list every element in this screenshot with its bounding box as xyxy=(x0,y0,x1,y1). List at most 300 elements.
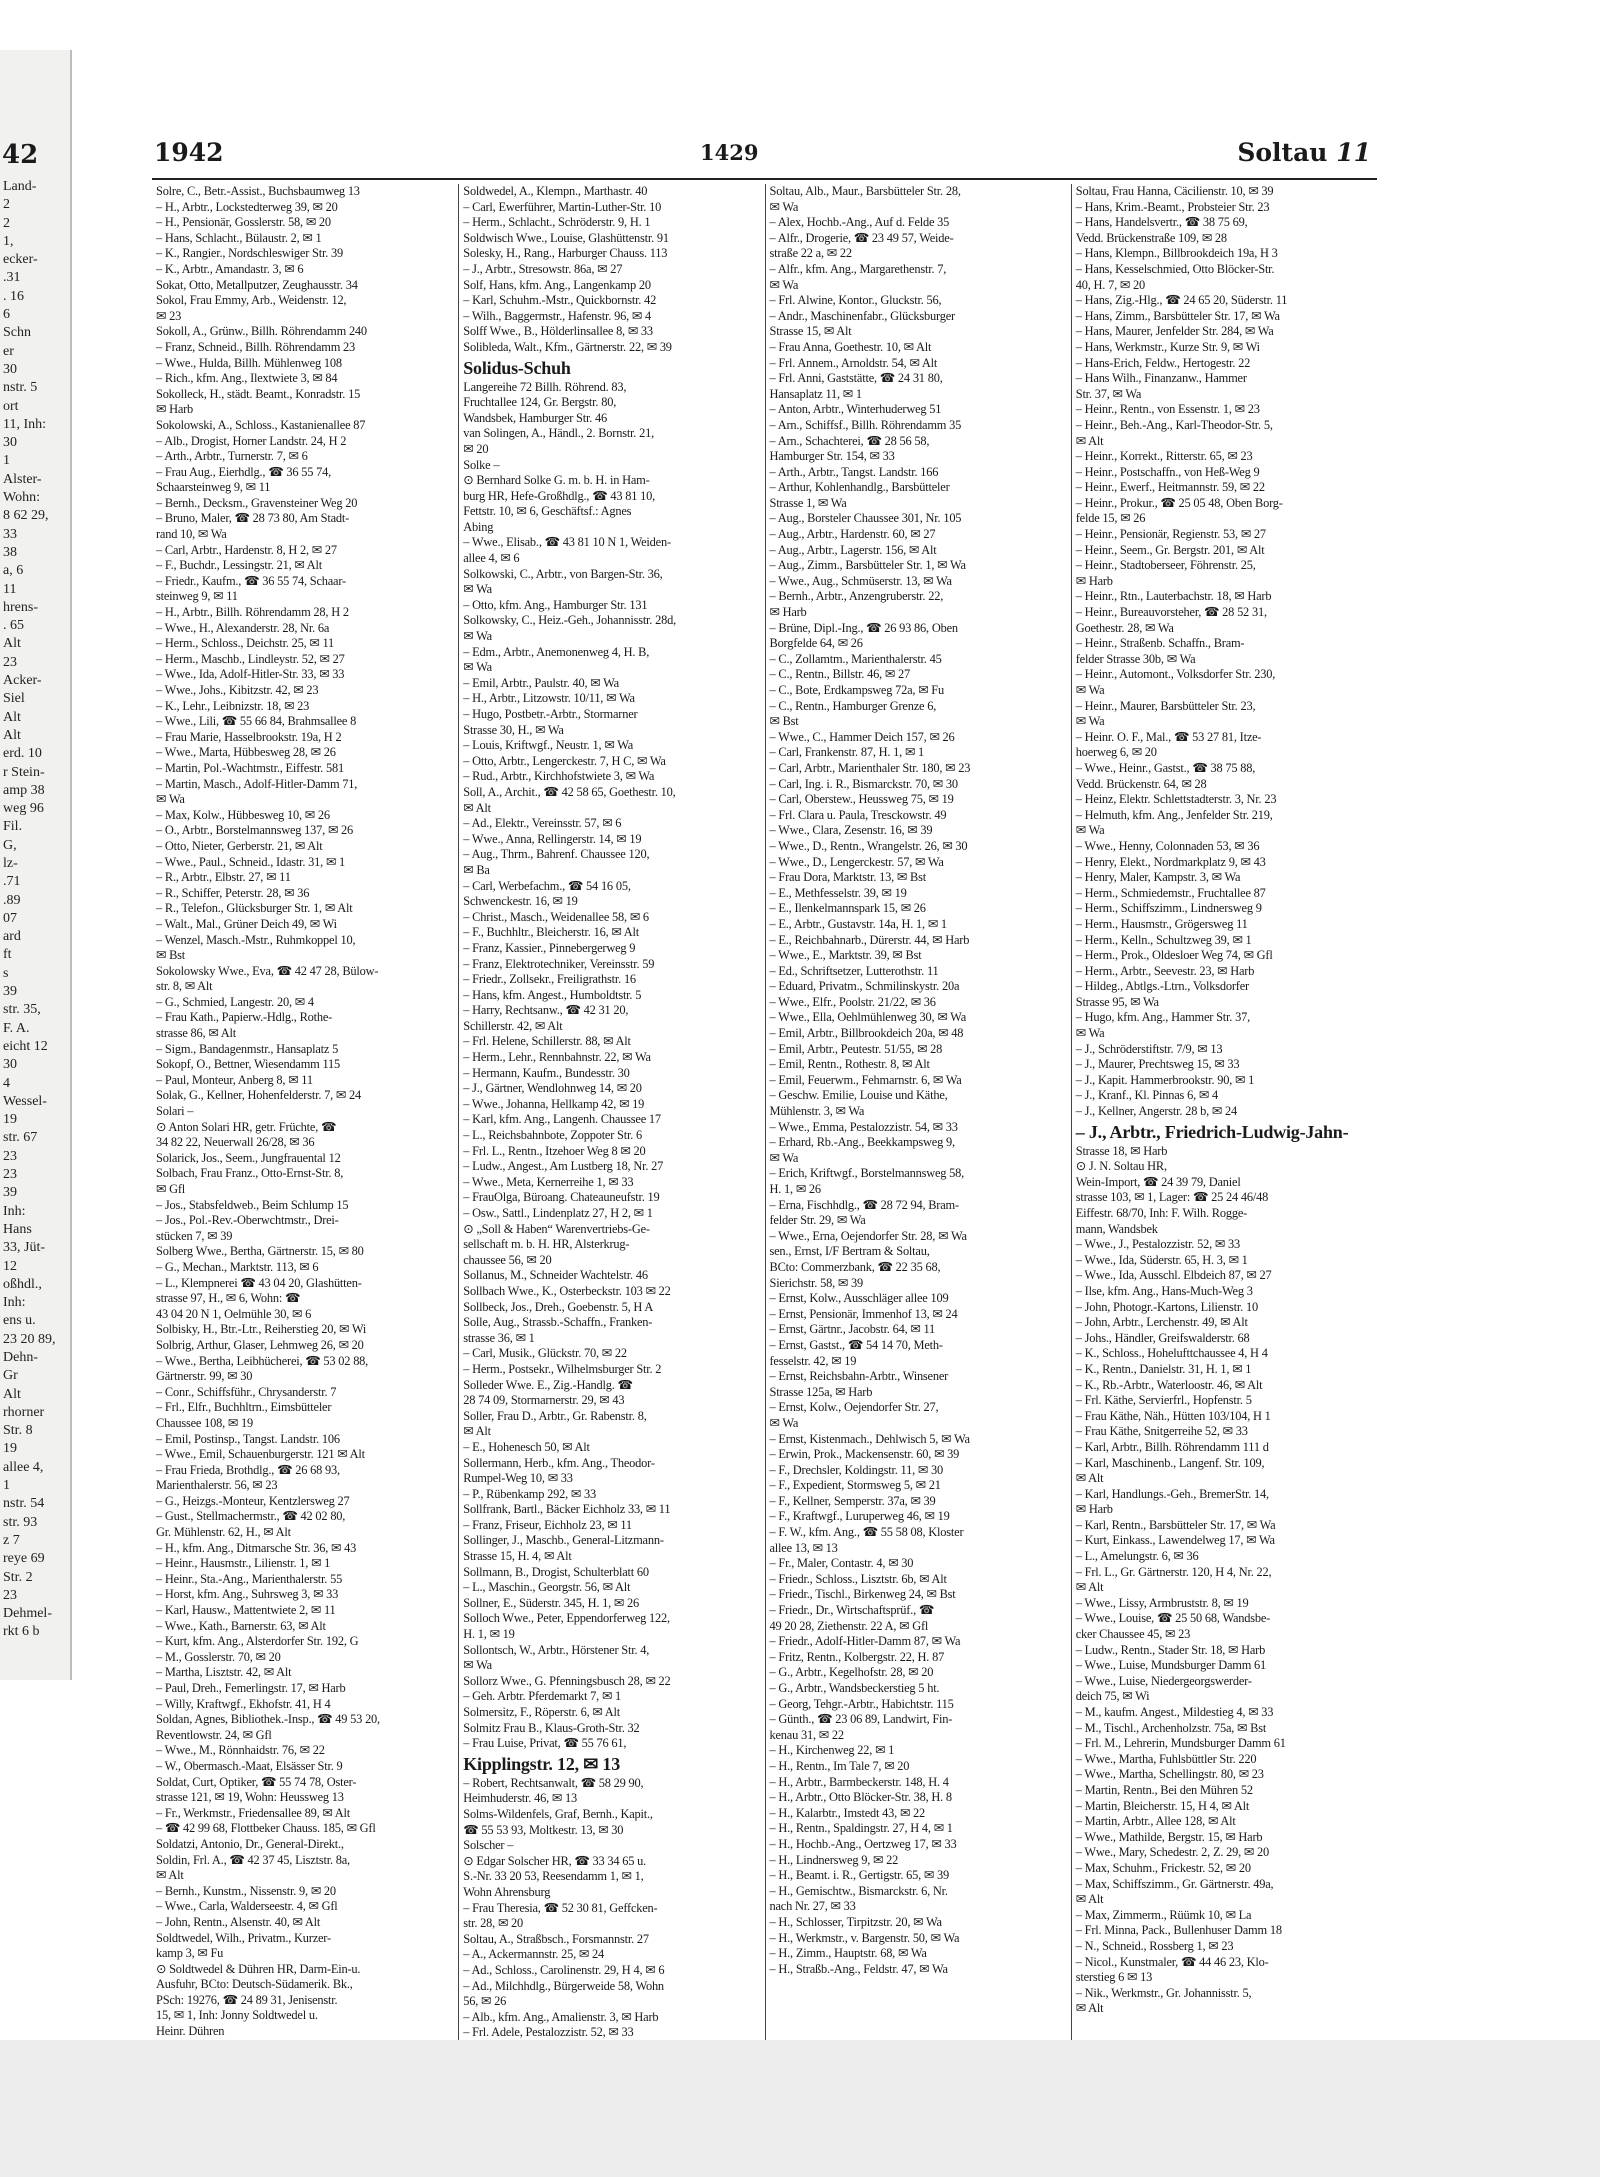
directory-entry-line: ✉ Wa xyxy=(1075,823,1105,838)
directory-entry-line: – J., Kapit. Hammerbrookstr. 90, ✉ 1 xyxy=(1075,1072,1255,1087)
directory-entry-line: – Frl. Anni, Gaststätte, ☎ 24 31 80, xyxy=(769,371,943,386)
previous-page-line: 39 xyxy=(3,984,17,1000)
directory-entry-line: felder Str. 29, ✉ Wa xyxy=(769,1213,866,1228)
directory-entry-line: Soltau, Frau Hanna, Cäcilienstr. 10, ✉ 39 xyxy=(1075,184,1274,198)
directory-entry-line: – Frau Marie, Hasselbrookstr. 19a, H 2 xyxy=(156,729,342,744)
directory-entry-line: ✉ Alt xyxy=(1075,1892,1104,1907)
directory-entry-line: – Arn., Schachterei, ☎ 28 56 58, xyxy=(769,433,930,448)
directory-entry-line: Abing xyxy=(463,519,494,534)
previous-page-line: Inh: xyxy=(3,1203,26,1219)
directory-entry-line: – Hermann, Kaufm., Bundesstr. 30 xyxy=(463,1065,630,1080)
previous-page-line: a, 6 xyxy=(3,563,24,579)
directory-entry-line: – E., Hohenesch 50, ✉ Alt xyxy=(463,1439,590,1454)
directory-entry-line: – R., Schiffer, Peterstr. 28, ✉ 36 xyxy=(156,885,310,900)
directory-entry-line: ✉ Harb xyxy=(1075,1502,1113,1517)
directory-entry-line: – Friedr., Kaufm., ☎ 36 55 74, Schaar- xyxy=(156,573,346,588)
directory-entry-line: Eiffestr. 68/70, Inh: F. Wilh. Rogge- xyxy=(1075,1206,1248,1220)
directory-entry-line: – Emil, Feuerwm., Fehmarnstr. 6, ✉ Wa xyxy=(769,1072,962,1087)
directory-entry-line: Gärtnerstr. 99, ✉ 30 xyxy=(156,1369,253,1384)
directory-entry-line: – G., Heizgs.-Monteur, Kentzlersweg 27 xyxy=(156,1493,350,1508)
directory-entry-line: – Bruno, Maler, ☎ 28 73 80, Am Stadt- xyxy=(156,511,350,526)
previous-page-line: Wessel- xyxy=(3,1093,47,1109)
directory-entry-line: ✉ Alt xyxy=(1075,433,1104,448)
directory-entry-line: – K., Rentn., Danielstr. 31, H. 1, ✉ 1 xyxy=(1075,1361,1252,1376)
directory-entry-line: Solre, C., Betr.-Assist., Buchsbaumweg 13 xyxy=(156,184,360,198)
directory-entry-line: – Bernh., Decksm., Gravensteiner Weg 20 xyxy=(156,495,358,510)
directory-entry-line: – John, Photogr.-Kartons, Lilienstr. 10 xyxy=(1075,1299,1258,1314)
previous-page-line: Dehmel- xyxy=(3,1606,52,1622)
directory-entry-line: – Ernst, Reichsbahn-Arbtr., Winsener xyxy=(769,1369,949,1384)
directory-entry-line: straße 22 a, ✉ 22 xyxy=(769,246,852,261)
directory-entry-line: ✉ Wa xyxy=(463,660,492,675)
directory-entry-line: – Heinr., Maurer, Barsbütteler Str. 23, xyxy=(1075,698,1256,713)
directory-entry-line: – Wwe., D., Rentn., Wrangelstr. 26, ✉ 30 xyxy=(769,838,968,853)
previous-page-line: 4 xyxy=(3,1075,10,1091)
directory-entry-line: Chaussee 108, ✉ 19 xyxy=(156,1415,253,1430)
directory-entry-line: – Edm., Arbtr., Anemonenweg 4, H. B, xyxy=(463,644,650,659)
directory-entry-line: – F., Kraftwgf., Luruperweg 46, ✉ 19 xyxy=(769,1509,950,1524)
scan-background xyxy=(0,2040,1600,2177)
directory-entry-line: – Carl, Werbefachm., ☎ 54 16 05, xyxy=(463,878,631,893)
directory-entry-line: van Solingen, A., Händl., 2. Bornstr. 21, xyxy=(463,426,654,441)
previous-page-line: Alt xyxy=(3,727,21,743)
directory-entry-line: Sokopf, O., Bettner, Wiesendamm 115 xyxy=(156,1057,341,1072)
directory-entry-line: Soll, A., Archit., ☎ 42 58 65, Goethestr. 10, xyxy=(463,784,676,799)
directory-entry-line: Vedd. Brückenstraße 109, ✉ 28 xyxy=(1075,230,1227,245)
directory-entry-line: Solari – xyxy=(156,1104,194,1119)
previous-page-line: 11 xyxy=(3,581,17,597)
directory-entry-line: – Frl. Minna, Pack., Bullenhuser Damm 18 xyxy=(1075,1923,1282,1938)
entry-columns xyxy=(152,184,1377,2040)
directory-entry-line: – J., Kranf., Kl. Pinnas 6, ✉ 4 xyxy=(1075,1088,1218,1103)
directory-entry-line: – O., Arbtr., Borstelmannsweg 137, ✉ 26 xyxy=(156,823,354,838)
directory-entry-line: ⊙ J. N. Soltau HR, xyxy=(1075,1159,1167,1174)
directory-entry-line: – John, Arbtr., Lerchenstr. 49, ✉ Alt xyxy=(1075,1315,1248,1330)
directory-entry-line: Strasse 95, ✉ Wa xyxy=(1075,994,1159,1009)
directory-entry-line: – Franz, Elektrotechniker, Vereinsstr. 59 xyxy=(463,956,655,971)
previous-page-line: 23 20 89, xyxy=(3,1331,56,1347)
directory-entry-line: – Horst, kfm. Ang., Suhrsweg 3, ✉ 33 xyxy=(156,1587,339,1602)
directory-entry-line: – Wwe., Lili, ☎ 55 66 84, Brahmsallee 8 xyxy=(156,714,357,729)
directory-entry-line: – Ernst, Pensionär, Immenhof 13, ✉ 24 xyxy=(769,1306,958,1321)
directory-entry-line: – Frau Dora, Marktstr. 13, ✉ Bst xyxy=(769,870,926,885)
directory-entry-line: ✉ Gfl xyxy=(156,1182,185,1196)
directory-entry-line: – Friedr., Tischl., Birkenweg 24, ✉ Bst xyxy=(769,1587,956,1602)
directory-entry-line: – K., Schloss., Hohelufttchaussee 4, H 4 xyxy=(1075,1346,1268,1361)
directory-entry-line: – Jos., Stabsfeldweb., Beim Schlump 15 xyxy=(156,1197,349,1212)
directory-entry-line: – Henry, Elekt., Nordmarkplatz 9, ✉ 43 xyxy=(1075,854,1266,869)
directory-entry-line: – Herm., Maschb., Lindleystr. 52, ✉ 27 xyxy=(156,651,345,666)
directory-entry-line: – Hugo, kfm. Ang., Hammer Str. 37, xyxy=(1075,1010,1250,1025)
directory-entry-line: – Hans, Zimm., Barsbütteler Str. 17, ✉ Wa xyxy=(1075,308,1280,323)
previous-page-line: 12 xyxy=(3,1258,17,1274)
directory-entry-line: – K., Lehr., Leibnizstr. 18, ✉ 23 xyxy=(156,698,310,713)
directory-entry-line: – Wwe., Hulda, Billh. Mühlenweg 108 xyxy=(156,355,342,370)
directory-entry-line: – Max, Schiffszimm., Gr. Gärtnerstr. 49a, xyxy=(1075,1876,1274,1891)
directory-entry-line: Solbrig, Arthur, Glaser, Lehmweg 26, ✉ 20 xyxy=(156,1337,364,1352)
directory-entry-line: H. 1, ✉ 26 xyxy=(769,1182,821,1196)
previous-page-line: .89 xyxy=(3,892,21,908)
directory-entry-line: – Wwe., M., Rönnhaidstr. 76, ✉ 22 xyxy=(156,1743,325,1758)
directory-entry-line: – F., Buchdr., Lessingstr. 21, ✉ Alt xyxy=(156,558,323,573)
directory-entry-line: sellschaft m. b. H. HR, Alsterkrug- xyxy=(463,1237,630,1252)
directory-entry-line: chaussee 56, ✉ 20 xyxy=(463,1252,552,1267)
directory-entry-line: – H., Kalarbtr., Imstedt 43, ✉ 22 xyxy=(769,1805,926,1820)
directory-entry-line: – Emil, Postinsp., Tangst. Landstr. 106 xyxy=(156,1431,340,1446)
directory-entry-line: ☎ 55 53 93, Moltkestr. 13, ✉ 30 xyxy=(463,1822,624,1837)
directory-entry-line: ✉ Harb xyxy=(769,605,807,620)
directory-entry-line: – Wwe., Erna, Oejendorfer Str. 28, ✉ Wa xyxy=(769,1228,967,1243)
directory-entry-line: – Wwe., Aug., Schmüserstr. 13, ✉ Wa xyxy=(769,573,952,588)
previous-page-line: allee 4, xyxy=(3,1459,44,1475)
previous-page-line: oßhdl., xyxy=(3,1276,42,1292)
directory-entry-line: – Frau Käthe, Snitgerreihe 52, ✉ 33 xyxy=(1075,1424,1248,1439)
previous-page-line: 23 xyxy=(3,1167,17,1183)
directory-entry-line: Soldin, Frl. A., ☎ 42 37 45, Lisztstr. 8a, xyxy=(156,1852,350,1867)
directory-entry-line: – C., Bote, Erdkampsweg 72a, ✉ Fu xyxy=(769,683,944,697)
directory-entry-line: – Heinr., Straßenb. Schaffn., Bram- xyxy=(1075,636,1245,651)
directory-entry-line: – Ad., Schloss., Carolinenstr. 29, H 4, ✉ 6 xyxy=(463,1962,665,1977)
directory-entry-line: Soldtwedel, Wilh., Privatm., Kurzer- xyxy=(156,1930,331,1945)
directory-entry-line: – Frl. Clara u. Paula, Tresckowstr. 49 xyxy=(769,807,947,822)
directory-entry-line: – H., Straßb.-Ang., Feldstr. 47, ✉ Wa xyxy=(769,1961,948,1976)
directory-entry-line: – Wwe., Henny, Colonnaden 53, ✉ 36 xyxy=(1075,838,1260,853)
directory-entry-line: mann, Wandsbek xyxy=(1075,1221,1158,1236)
directory-entry-line: allee 4, ✉ 6 xyxy=(463,551,520,566)
directory-entry-line: – Wwe., Luise, Mundsburger Damm 61 xyxy=(1075,1658,1267,1673)
directory-entry-line: – R., Arbtr., Elbstr. 27, ✉ 11 xyxy=(156,870,291,885)
previous-page-line: 33 xyxy=(3,526,17,542)
directory-entry-line: – Frl. Käthe, Servierfrl., Hopfenstr. 5 xyxy=(1075,1393,1252,1408)
directory-entry-line: – C., Rentn., Billstr. 46, ✉ 27 xyxy=(769,667,910,682)
directory-entry-line: ✉ Wa xyxy=(156,792,185,807)
directory-entry-line: S.-Nr. 33 20 53, Reesendamm 1, ✉ 1, xyxy=(463,1869,644,1884)
directory-entry-line: – W., Obermasch.-Maat, Elsässer Str. 9 xyxy=(156,1758,343,1773)
directory-entry-line: – L., Reichsbahnbote, Zoppoter Str. 6 xyxy=(463,1128,643,1143)
previous-page-line: Dehn- xyxy=(3,1350,38,1365)
directory-entry-line: str. 8, ✉ Alt xyxy=(156,979,213,994)
directory-entry-line: – Wwe., Louise, ☎ 25 50 68, Wandsbe- xyxy=(1075,1611,1271,1626)
directory-entry-line: allee 13, ✉ 13 xyxy=(769,1540,838,1555)
directory-entry-line: – M., Tischl., Archenholzstr. 75a, ✉ Bst xyxy=(1075,1720,1267,1735)
directory-entry-line: – Wwe., Elisab., ☎ 43 81 10 N 1, Weiden- xyxy=(463,535,671,550)
directory-entry-line: – Frl. Annem., Arnoldstr. 54, ✉ Alt xyxy=(769,355,938,370)
directory-entry-line: – Georg, Tehgr.-Arbtr., Habichtstr. 115 xyxy=(769,1696,954,1711)
directory-entry-line: – Geschw. Emilie, Louise und Käthe, xyxy=(769,1088,948,1103)
directory-entry-line: – Ludw., Rentn., Stader Str. 18, ✉ Harb xyxy=(1075,1642,1266,1657)
directory-entry-line: – L., Maschin., Georgstr. 56, ✉ Alt xyxy=(463,1580,631,1595)
running-head-word: Soltau xyxy=(1237,138,1328,167)
directory-entry-line: – Ernst, Gastst., ☎ 54 14 70, Meth- xyxy=(769,1337,943,1352)
directory-entry-line: – Andr., Maschinenfabr., Glücksburger xyxy=(769,308,955,323)
directory-entry-line: – Wwe., Emma, Pestalozzistr. 54, ✉ 33 xyxy=(769,1119,958,1134)
directory-entry-line: – H., Arbtr., Billh. Röhrendamm 28, H 2 xyxy=(156,605,349,620)
previous-page-line: G, xyxy=(3,837,17,853)
directory-entry-line: – Wwe., Ida, Adolf-Hitler-Str. 33, ✉ 33 xyxy=(156,667,345,682)
directory-entry-line: – Herm., Schloss., Deichstr. 25, ✉ 11 xyxy=(156,636,335,651)
directory-entry-line: – Hans-Erich, Feldw., Hertogestr. 22 xyxy=(1075,355,1251,370)
previous-page-line: Alt xyxy=(3,709,21,725)
directory-entry-line: – Erna, Fischhdlg., ☎ 28 72 94, Bram- xyxy=(769,1197,959,1212)
directory-entry-line: Kipplingstr. 12, ✉ 13 xyxy=(463,1753,621,1774)
directory-entry-line: – Anton, Arbtr., Winterhuderweg 51 xyxy=(769,402,942,417)
directory-entry-line: – Hans, Krim.-Beamt., Probsteier Str. 23 xyxy=(1075,199,1270,214)
directory-entry-line: ✉ Alt xyxy=(1075,1471,1104,1486)
directory-entry-line: 34 82 22, Neuerwall 26/28, ✉ 36 xyxy=(156,1135,315,1150)
directory-entry-line: – Erwin, Prok., Mackensenstr. 60, ✉ 39 xyxy=(769,1447,960,1462)
directory-entry-line: fesselstr. 42, ✉ 19 xyxy=(769,1353,857,1368)
directory-entry-line: – Wwe., Meta, Kernerreihe 1, ✉ 33 xyxy=(463,1174,634,1189)
directory-entry-line: Solkowsky, C., Heiz.-Geh., Johannisstr. 28d, xyxy=(463,613,676,628)
directory-entry-line: – Max, Schuhm., Frickestr. 52, ✉ 20 xyxy=(1075,1860,1251,1875)
directory-entry-line: – Arthur, Kohlenhandlg., Barsbütteler xyxy=(769,480,950,495)
previous-page-line: ft xyxy=(3,947,12,963)
directory-entry-line: – Wwe., Johanna, Hellkamp 42, ✉ 19 xyxy=(463,1096,645,1111)
directory-entry-line: H. 1, ✉ 19 xyxy=(463,1627,515,1642)
directory-entry-line: – Heinr., Beh.-Ang., Karl-Theodor-Str. 5, xyxy=(1075,417,1273,432)
directory-entry-line: – Herm., Schiffszimm., Lindnersweg 9 xyxy=(1075,901,1262,916)
directory-entry-line: Soltau, A., Straßbsch., Forsmannstr. 27 xyxy=(463,1931,649,1946)
directory-entry-line: – Aug., Arbtr., Lagerstr. 156, ✉ Alt xyxy=(769,542,937,557)
previous-page-line: . 16 xyxy=(3,288,24,304)
directory-entry-line: – H., Pensionär, Gosslerstr. 58, ✉ 20 xyxy=(156,215,331,230)
directory-entry-line: Solloch Wwe., Peter, Eppendorferweg 122, xyxy=(463,1611,670,1626)
directory-entry-line: ✉ Wa xyxy=(769,199,799,214)
directory-entry-line: burg HR, Hefe-Großhdlg., ☎ 43 81 10, xyxy=(463,488,656,503)
directory-entry-line: Sokat, Otto, Metallputzer, Zeughausstr. 34 xyxy=(156,277,358,292)
previous-page-line: str. 67 xyxy=(3,1130,38,1146)
directory-entry-line: – Nicol., Kunstmaler, ☎ 44 46 23, Klo- xyxy=(1075,1954,1269,1969)
directory-entry-line: ✉ Harb xyxy=(1075,573,1113,588)
directory-entry-line: – H., Beamt. i. R., Gertigstr. 65, ✉ 39 xyxy=(769,1868,949,1883)
directory-entry-line: ✉ 23 xyxy=(156,308,182,323)
directory-entry-line: – Jos., Pol.-Rev.-Oberwchtmstr., Drei- xyxy=(156,1213,339,1228)
column-2 xyxy=(458,184,764,2041)
directory-entry-line: – FrauOlga, Büroang. Chateauneufstr. 19 xyxy=(463,1190,660,1205)
directory-entry-line: – Brüne, Dipl.-Ing., ☎ 26 93 86, Oben xyxy=(769,620,958,635)
directory-entry-line: Sollbach Wwe., K., Osterbeckstr. 103 ✉ 22 xyxy=(463,1283,671,1298)
directory-entry-line: – Martin, Bleicherstr. 15, H 4, ✉ Alt xyxy=(1075,1798,1250,1813)
directory-entry-line: – Arth., Arbtr., Turnerstr. 7, ✉ 6 xyxy=(156,449,308,464)
directory-entry-line: kenau 31, ✉ 22 xyxy=(769,1727,844,1742)
directory-entry-line: Solak, G., Kellner, Hohenfelderstr. 7, ✉ 24 xyxy=(156,1088,361,1103)
directory-entry-line: – M., Gosslerstr. 70, ✉ 20 xyxy=(156,1649,281,1664)
directory-entry-line: – Carl, Oberstew., Heussweg 75, ✉ 19 xyxy=(769,792,954,807)
directory-entry-line: 28 74 09, Stormarnerstr. 29, ✉ 43 xyxy=(463,1393,625,1408)
directory-entry-line: – J., Gärtner, Wendlohnweg 14, ✉ 20 xyxy=(463,1081,642,1096)
previous-page-line: 07 xyxy=(3,910,17,926)
directory-entry-line: – G., Schmied, Langestr. 20, ✉ 4 xyxy=(156,994,314,1009)
directory-entry-line: ✉ Alt xyxy=(156,1868,184,1883)
previous-page-line: Alster- xyxy=(3,471,42,487)
directory-entry-line: Sollermann, Herb., kfm. Ang., Theodor- xyxy=(463,1455,655,1470)
directory-entry-line: – Fr., Maler, Contastr. 4, ✉ 30 xyxy=(769,1556,914,1571)
previous-page-line: s xyxy=(3,965,9,981)
directory-entry-line: – Wenzel, Masch.-Mstr., Ruhmkoppel 10, xyxy=(156,932,356,947)
directory-entry-line: ⊙ Soldtwedel & Dühren HR, Darm-Ein-u. xyxy=(156,1961,361,1976)
directory-entry-line: – Wwe., Martha, Schellingstr. 80, ✉ 23 xyxy=(1075,1767,1264,1782)
directory-entry-line: – Franz, Kassier., Pinnebergerweg 9 xyxy=(463,940,636,955)
directory-entry-line: ✉ Wa xyxy=(769,1415,799,1430)
previous-page-line: hrens- xyxy=(3,599,38,615)
directory-entry-line: ✉ Wa xyxy=(463,1658,492,1673)
previous-page-line: 30 xyxy=(3,1057,17,1073)
directory-entry-line: deich 75, ✉ Wi xyxy=(1075,1689,1150,1704)
directory-entry-line: stücken 7, ✉ 39 xyxy=(156,1228,233,1243)
directory-entry-line: Solibleda, Walt., Kfm., Gärtnerstr. 22, ✉ 39 xyxy=(463,339,672,354)
directory-entry-line: – H., Rentn., Im Tale 7, ✉ 20 xyxy=(769,1758,910,1773)
directory-entry-line: strasse 36, ✉ 1 xyxy=(463,1330,535,1345)
previous-page-line: amp 38 xyxy=(3,782,45,798)
directory-entry-line: Sollinger, J., Maschb., General-Litzmann- xyxy=(463,1533,664,1548)
directory-entry-line: – N., Schneid., Rossberg 1, ✉ 23 xyxy=(1075,1938,1234,1953)
directory-entry-line: – Frau Aug., Eierhdlg., ☎ 36 55 74, xyxy=(156,464,332,479)
directory-entry-line: ✉ Alt xyxy=(463,1424,491,1439)
directory-entry-line: – Wwe., Johs., Kibitzstr. 42, ✉ 23 xyxy=(156,683,319,697)
previous-page-line: Str. 8 xyxy=(3,1423,33,1439)
directory-entry-line: 49 20 28, Ziethenstr. 22 A, ✉ Gfl xyxy=(769,1618,929,1633)
directory-page xyxy=(152,132,1377,2040)
directory-entry-line: – H., Arbtr., Otto Blöcker-Str. 38, H. 8 xyxy=(769,1790,952,1805)
directory-entry-line: Mühlenstr. 3, ✉ Wa xyxy=(769,1104,865,1119)
directory-entry-line: strasse 86, ✉ Alt xyxy=(156,1026,236,1041)
directory-entry-line: felder Strasse 30b, ✉ Wa xyxy=(1075,651,1196,666)
directory-entry-line: – Friedr., Zollsekr., Freiligrathstr. 16 xyxy=(463,972,636,987)
directory-entry-line: ✉ Alt xyxy=(1075,2001,1104,2016)
directory-entry-line: hoerweg 6, ✉ 20 xyxy=(1075,745,1157,760)
directory-entry-line: strasse 103, ✉ 1, Lager: ☎ 25 24 46/48 xyxy=(1075,1190,1269,1205)
previous-page-header: 42 xyxy=(2,140,39,170)
directory-entry-line: – Heinr., Hausmstr., Lilienstr. 1, ✉ 1 xyxy=(156,1556,331,1571)
directory-entry-line: – Wwe., Clara, Zesenstr. 16, ✉ 39 xyxy=(769,823,933,838)
directory-entry-line: – H., Gemischtw., Bismarckstr. 6, Nr. xyxy=(769,1883,948,1898)
directory-entry-line: – Fr., Werkmstr., Friedensallee 89, ✉ Alt xyxy=(156,1805,351,1820)
previous-page-line: 30 xyxy=(3,435,17,451)
directory-entry-line: – Kurt, Einkass., Lawendelweg 17, ✉ Wa xyxy=(1075,1533,1275,1548)
directory-entry-line: Soller, Frau D., Arbtr., Gr. Rabenstr. 8, xyxy=(463,1408,647,1423)
directory-entry-line: Strasse 1, ✉ Wa xyxy=(769,495,847,510)
directory-entry-line: – Wwe., H., Alexanderstr. 28, Nr. 6a xyxy=(156,620,330,635)
previous-page-line: z 7 xyxy=(3,1532,20,1548)
directory-entry-line: Solle, Aug., Strassb.-Schaffn., Franken- xyxy=(463,1315,653,1330)
directory-entry-line: – Herm., Postsekr., Wilhelmsburger Str. 2 xyxy=(463,1361,662,1376)
column-3 xyxy=(765,184,1071,2041)
directory-entry-line: ✉ Wa xyxy=(769,1150,799,1165)
directory-entry-line: – J., Arbtr., Friedrich-Ludwig-Jahn- xyxy=(1075,1121,1349,1142)
directory-entry-line: Fettstr. 10, ✉ 6, Geschäftsf.: Agnes xyxy=(463,504,632,519)
directory-entry-line: – Aug., Zimm., Barsbütteler Str. 1, ✉ Wa xyxy=(769,558,966,573)
directory-entry-line: – Emil, Arbtr., Billbrookdeich 20a, ✉ 48 xyxy=(769,1026,964,1041)
previous-page-line: Alt xyxy=(3,1386,21,1402)
previous-page-line: nstr. 54 xyxy=(3,1496,45,1512)
directory-entry-line: – John, Rentn., Alsenstr. 40, ✉ Alt xyxy=(156,1914,321,1929)
directory-entry-line: – Emil, Arbtr., Paulstr. 40, ✉ Wa xyxy=(463,675,619,690)
directory-entry-line: – Nik., Werkmstr., Gr. Johannisstr. 5, xyxy=(1075,1985,1252,2000)
directory-entry-line: – Gust., Stellmachermstr., ☎ 42 02 80, xyxy=(156,1509,346,1524)
previous-page-line: reye 69 xyxy=(3,1551,45,1567)
directory-entry-line: – Carl, Ewerführer, Martin-Luther-Str. 10 xyxy=(463,199,662,214)
previous-page-text xyxy=(0,178,70,1642)
directory-entry-line: – Aug., Arbtr., Hardenstr. 60, ✉ 27 xyxy=(769,527,936,542)
directory-entry-line: – Friedr., Dr., Wirtschaftsprüf., ☎ xyxy=(769,1603,935,1618)
directory-entry-line: PSch: 19276, ☎ 24 89 31, Jenisenstr. xyxy=(156,1992,338,2007)
previous-page-line: 38 xyxy=(3,544,17,560)
directory-entry-line: – Otto, Nieter, Gerberstr. 21, ✉ Alt xyxy=(156,838,323,853)
running-head-number: 11 xyxy=(1336,138,1371,167)
directory-entry-line: – C., Rentn., Hamburger Grenze 6, xyxy=(769,698,937,713)
directory-entry-line: – Ludw., Angest., Am Lustberg 18, Nr. 27 xyxy=(463,1159,664,1174)
directory-entry-line: Soltau, Alb., Maur., Barsbütteler Str. 28, xyxy=(769,184,961,198)
directory-entry-line: – Ilse, kfm. Ang., Hans-Much-Weg 3 xyxy=(1075,1283,1253,1298)
directory-entry-line: ✉ Wa xyxy=(463,582,492,597)
directory-entry-line: – Heinr., Rtn., Lauterbachstr. 18, ✉ Harb xyxy=(1075,589,1272,604)
directory-entry-line: – Wwe., Mathilde, Bergstr. 15, ✉ Harb xyxy=(1075,1829,1263,1844)
previous-page-line: Str. 2 xyxy=(3,1569,33,1585)
directory-entry-line: – Martha, Lisztstr. 42, ✉ Alt xyxy=(156,1665,292,1680)
directory-entry-line: Sollner, E., Süderstr. 345, H. 1, ✉ 26 xyxy=(463,1595,639,1610)
directory-entry-line: Str. 37, ✉ Wa xyxy=(1075,386,1142,401)
directory-entry-line: – P., Rübenkamp 292, ✉ 33 xyxy=(463,1486,596,1501)
directory-entry-line: – Geh. Arbtr. Pferdemarkt 7, ✉ 1 xyxy=(463,1689,622,1704)
directory-entry-line: Heinr. Dühren xyxy=(156,2024,225,2039)
directory-entry-line: – Hans, Kesselschmied, Otto Blöcker-Str. xyxy=(1075,261,1275,276)
directory-entry-line: – Herm., Lehr., Rennbahnstr. 22, ✉ Wa xyxy=(463,1050,651,1065)
directory-entry-line: Reventlowstr. 24, ✉ Gfl xyxy=(156,1727,272,1742)
directory-entry-line: – Wwe., Kath., Barnerstr. 63, ✉ Alt xyxy=(156,1618,326,1633)
directory-entry-line: – Frl. M., Lehrerin, Mundsburger Damm 61 xyxy=(1075,1736,1286,1751)
directory-entry-line: – Harry, Rechtsanw., ☎ 42 31 20, xyxy=(463,1003,629,1018)
directory-entry-line: – Bernh., Arbtr., Anzengruberstr. 22, xyxy=(769,589,944,604)
directory-entry-line: – Arn., Schiffsf., Billh. Röhrendamm 35 xyxy=(769,417,962,432)
previous-page-line: ecker- xyxy=(3,252,38,268)
previous-page-line: Land- xyxy=(3,179,37,194)
previous-page-line: rkt 6 b xyxy=(3,1624,40,1640)
directory-entry-line: – Ernst, Kolw., Oejendorfer Str. 27, xyxy=(769,1400,939,1415)
directory-entry-line: – H., Rentn., Spaldingstr. 27, H 4, ✉ 1 xyxy=(769,1821,953,1836)
directory-entry-line: Schillerstr. 42, ✉ Alt xyxy=(463,1018,563,1033)
previous-page-line: er xyxy=(3,343,14,359)
directory-entry-line: – Heinr., Seem., Gr. Bergstr. 201, ✉ Alt xyxy=(1075,542,1265,557)
directory-entry-line: Solesky, H., Rang., Harburger Chauss. 113 xyxy=(463,246,668,261)
directory-entry-line: – Karl, kfm. Ang., Langenh. Chaussee 17 xyxy=(463,1112,661,1127)
directory-entry-line: Sierichstr. 58, ✉ 39 xyxy=(769,1275,863,1290)
directory-entry-line: – Ernst, Gärtnr., Jacobstr. 64, ✉ 11 xyxy=(769,1322,935,1337)
directory-entry-line: Strasse 15, ✉ Alt xyxy=(769,324,852,339)
directory-entry-line: – Paul, Dreh., Femerlingstr. 17, ✉ Harb xyxy=(156,1681,346,1695)
directory-entry-line: Vedd. Brückenstr. 64, ✉ 28 xyxy=(1075,776,1207,791)
previous-page-line: Hans xyxy=(3,1221,32,1237)
directory-entry-line: – F., Buchhltr., Bleicherstr. 16, ✉ Alt xyxy=(463,925,639,940)
directory-entry-line: – Frl. Alwine, Kontor., Gluckstr. 56, xyxy=(769,293,942,308)
directory-entry-line: – Heinr., Rentn., von Essenstr. 1, ✉ 23 xyxy=(1075,402,1260,417)
previous-page-line: 1, xyxy=(3,233,14,249)
directory-entry-line: Solkowski, C., Arbtr., von Bargen-Str. 36, xyxy=(463,566,663,581)
directory-entry-line: Borgfelde 64, ✉ 26 xyxy=(769,636,863,651)
directory-entry-line: – J., Arbtr., Stresowstr. 86a, ✉ 27 xyxy=(463,261,623,276)
directory-entry-line: – Wwe., C., Hammer Deich 157, ✉ 26 xyxy=(769,729,955,744)
directory-entry-line: – Heinr., Sta.-Ang., Marienthalerstr. 55 xyxy=(156,1571,343,1586)
previous-page-line: nstr. 5 xyxy=(3,380,38,396)
directory-entry-line: – Frau Luise, Privat, ☎ 55 76 61, xyxy=(463,1736,627,1751)
directory-entry-line: – E., Arbtr., Gustavstr. 14a, H. 1, ✉ 1 xyxy=(769,916,947,931)
directory-entry-line: – Max, Zimmerm., Rüümk 10, ✉ La xyxy=(1075,1907,1252,1922)
directory-entry-line: – A., Ackermannstr. 25, ✉ 24 xyxy=(463,1947,604,1962)
directory-entry-line: – Wwe., Bertha, Leibhücherei, ☎ 53 02 88, xyxy=(156,1353,369,1368)
directory-entry-line: Sokolowski, A., Schloss., Kastanienallee 87 xyxy=(156,417,366,432)
directory-entry-line: – J., Kellner, Angerstr. 28 b, ✉ 24 xyxy=(1075,1104,1237,1119)
directory-entry-line: – Wwe., Martha, Fuhlsbüttler Str. 220 xyxy=(1075,1751,1257,1766)
directory-entry-line: – Wwe., Elfr., Poolstr. 21/22, ✉ 36 xyxy=(769,994,936,1009)
